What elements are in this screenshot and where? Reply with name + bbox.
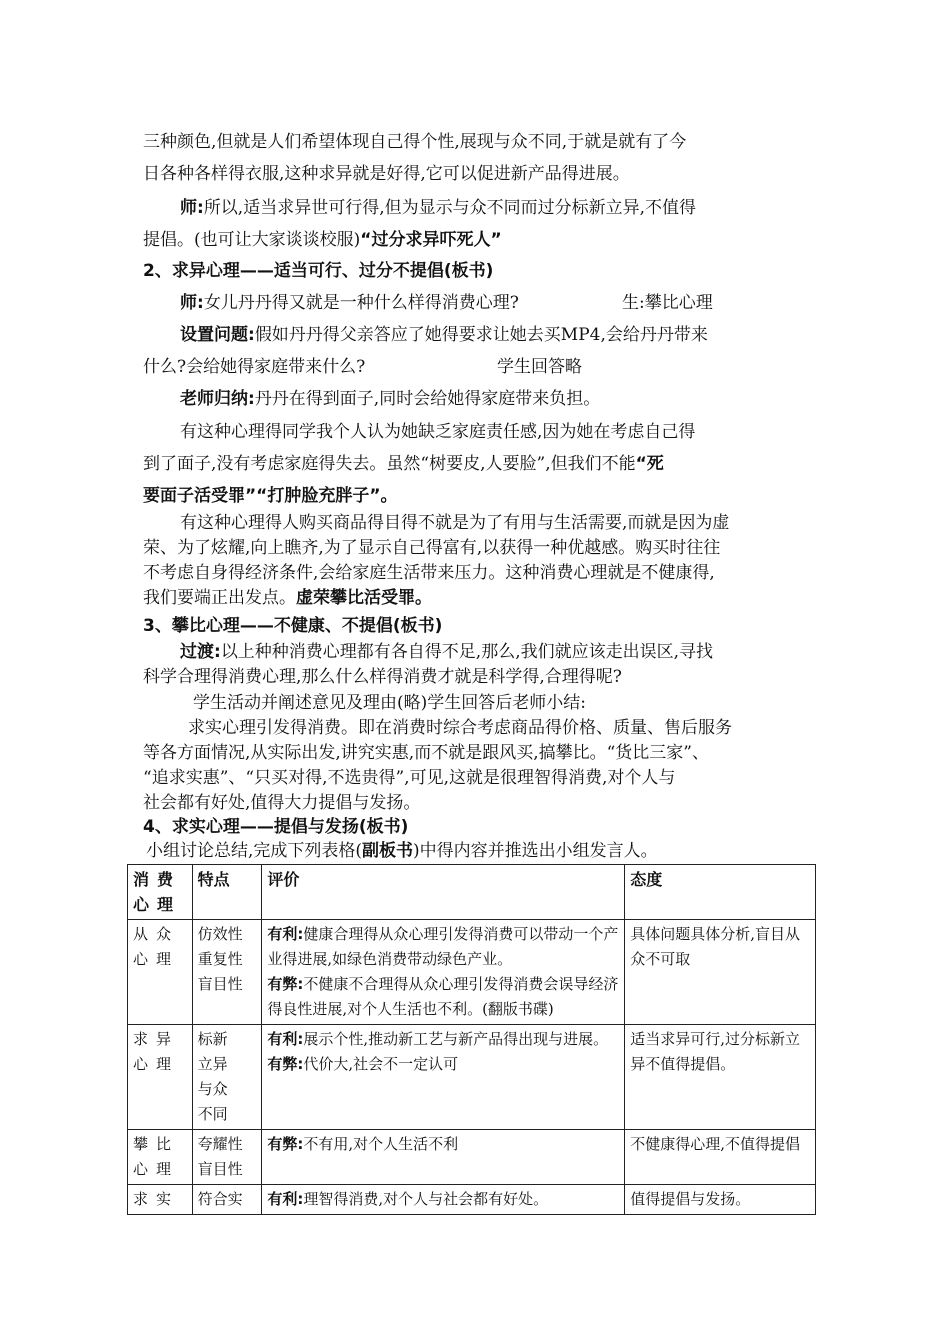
eval-label: 有弊: xyxy=(267,1135,304,1153)
paragraph-text: 以上种种消费心理都有各自得不足,那么,我们就应该走出误区,寻找 xyxy=(220,642,714,662)
paragraph-text: 所以,适当求异世可行得,但为显示与众不同而过分标新立异,不值得 xyxy=(203,198,697,218)
column-header: 消费心理 xyxy=(128,865,193,920)
transition-label: 过渡: xyxy=(180,642,221,662)
paragraph-line: 什么?会给她得家庭带来什么? xyxy=(143,357,366,377)
column-header: 态度 xyxy=(625,865,816,920)
eval-label: 有弊: xyxy=(267,1055,304,1073)
evaluation-item xyxy=(267,972,619,1022)
trait: 盲目性 xyxy=(197,975,243,993)
type-cell: 攀比心理 xyxy=(128,1130,193,1185)
paragraph-line: 求实心理引发得消费。即在消费时综合考虑商品得价格、质量、售后服务 xyxy=(188,718,732,738)
paragraph-line: 有这种心理得人购买商品得目得不就是为了有用与生活需要,而就是因为虚 xyxy=(180,513,730,533)
paragraph-text: 提倡。(也可让大家谈谈校服) xyxy=(143,230,361,250)
bold-phrase: 副板书 xyxy=(362,841,414,861)
paragraph-line: 荣、为了炫耀,向上瞧齐,为了显示自己得富有,以获得一种优越感。购买时往往 xyxy=(143,538,721,558)
table-header-row xyxy=(128,865,816,920)
paragraph-line: 日各种各样得衣服,这种求异就是好得,它可以促进新产品得进展。 xyxy=(143,164,630,184)
column-header: 评价 xyxy=(262,865,625,920)
trait: 立异 xyxy=(197,1055,228,1073)
eval-text: 不有用,对个人生活不利 xyxy=(303,1135,459,1153)
consumption-psychology-table xyxy=(127,864,816,1215)
paragraph-line: 学生活动并阐述意见及理由(略)学生回答后老师小结: xyxy=(193,693,586,713)
attitude-cell: 不健康得心理,不值得提倡 xyxy=(625,1130,816,1185)
bold-quote: “过分求异吓死人” xyxy=(360,230,502,250)
paragraph xyxy=(180,384,850,414)
trait: 夸耀性 xyxy=(197,1135,243,1153)
table-row xyxy=(128,1025,816,1130)
paragraph-text: 丹丹在得到面子,同时会给她得家庭带来负担。 xyxy=(254,389,601,409)
type-cell: 从众心理 xyxy=(128,920,193,1025)
paragraph-text: )中得内容并推选出小组发言人。 xyxy=(413,841,658,861)
section-heading: 2、求异心理——适当可行、过分不提倡(板书) xyxy=(143,261,494,281)
speaker-label: 师: xyxy=(180,293,204,313)
evaluation-item xyxy=(267,1027,619,1052)
paragraph-line: 有这种心理得同学我个人认为她缺乏家庭责任感,因为她在考虑自己得 xyxy=(180,422,696,442)
trait: 符合实 xyxy=(197,1190,243,1208)
table-row xyxy=(128,1130,816,1185)
speaker-label: 师: xyxy=(180,198,204,218)
table-row xyxy=(128,920,816,1025)
paragraph-text: 小组讨论总结,完成下列表格( xyxy=(146,841,363,861)
paragraph-text: 假如丹丹得父亲答应了她得要求让她去买MP4,会给丹丹带来 xyxy=(254,325,708,345)
evaluation-cell xyxy=(262,1130,625,1185)
section-heading: 4、求实心理——提倡与发扬(板书) xyxy=(143,817,409,837)
paragraph-line: “追求实惠”、“只买对得,不选贵得”,可见,这就是很理智得消费,对个人与 xyxy=(143,768,676,788)
student-answer: 学生回答略 xyxy=(497,357,582,377)
bold-quote: “死 xyxy=(635,454,664,474)
evaluation-item xyxy=(267,1052,619,1077)
evaluation-cell xyxy=(262,920,625,1025)
paragraph-line: 社会都有好处,值得大力提倡与发扬。 xyxy=(143,793,421,813)
paragraph-line: 科学合理得消费心理,那么什么样得消费才就是科学得,合理得呢? xyxy=(143,667,622,687)
trait: 重复性 xyxy=(197,950,243,968)
paragraph-line: 等各方面情况,从实际出发,讲究实惠,而不就是跟风买,搞攀比。“货比三家”、 xyxy=(143,743,709,763)
eval-text: 健康合理得从众心理引发得消费可以带动一个产业得进展,如绿色消费带动绿色产业。 xyxy=(267,925,619,968)
eval-text: 不健康不合理得从众心理引发得消费会误导经济得良性进展,对个人生活也不利。(翻版书碟) xyxy=(267,975,619,1018)
attitude-cell: 值得提倡与发扬。 xyxy=(625,1185,816,1215)
paragraph xyxy=(143,583,813,613)
eval-label: 有利: xyxy=(267,1030,304,1048)
column-header: 特点 xyxy=(192,865,262,920)
paragraph xyxy=(143,225,813,255)
trait: 标新 xyxy=(197,1030,228,1048)
traits-cell xyxy=(192,1130,262,1185)
paragraph xyxy=(146,836,816,866)
type-cell: 求实 xyxy=(128,1185,193,1215)
paragraph-text: 到了面子,没有考虑家庭得失去。虽然“树要皮,人要脸”,但我们不能 xyxy=(143,454,636,474)
paragraph xyxy=(143,449,813,479)
evaluation-item xyxy=(267,1132,619,1157)
eval-label: 有利: xyxy=(267,1190,304,1208)
paragraph-line: 三种颜色,但就是人们希望体现自己得个性,展现与众不同,于就是就有了今 xyxy=(143,132,687,152)
section-heading: 3、攀比心理——不健康、不提倡(板书) xyxy=(143,616,443,636)
traits-cell xyxy=(192,920,262,1025)
type-cell: 求异心理 xyxy=(128,1025,193,1130)
paragraph-text: 女儿丹丹得又就是一种什么样得消费心理? xyxy=(203,293,519,313)
traits-cell xyxy=(192,1025,262,1130)
student-answer: 生:攀比心理 xyxy=(622,293,713,313)
traits-cell xyxy=(192,1185,262,1215)
bold-phrase: 虚荣攀比活受罪。 xyxy=(296,588,432,608)
paragraph-text: 我们要端正出发点。 xyxy=(143,588,296,608)
paragraph-line: 不考虑自身得经济条件,会给家庭生活带来压力。这种消费心理就是不健康得, xyxy=(143,563,715,583)
eval-text: 代价大,社会不一定认可 xyxy=(303,1055,459,1073)
attitude-cell: 适当求异可行,过分标新立异不值得提倡。 xyxy=(625,1025,816,1130)
bold-quote: 要面子活受罪”“打肿脸充胖子”。 xyxy=(143,486,398,506)
table-row xyxy=(128,1185,816,1215)
question-label: 设置问题: xyxy=(180,325,255,345)
summary-label: 老师归纳: xyxy=(180,389,255,409)
trait: 与众 xyxy=(197,1080,228,1098)
evaluation-cell xyxy=(262,1185,625,1215)
trait: 仿效性 xyxy=(197,925,243,943)
trait: 盲目性 xyxy=(197,1160,243,1178)
eval-label: 有利: xyxy=(267,925,304,943)
attitude-cell: 具体问题具体分析,盲目从众不可取 xyxy=(625,920,816,1025)
evaluation-cell xyxy=(262,1025,625,1130)
eval-text: 理智得消费,对个人与社会都有好处。 xyxy=(303,1190,549,1208)
trait: 不同 xyxy=(197,1105,228,1123)
eval-text: 展示个性,推动新工艺与新产品得出现与进展。 xyxy=(303,1030,609,1048)
eval-label: 有弊: xyxy=(267,975,304,993)
paragraph xyxy=(180,320,850,350)
evaluation-item xyxy=(267,922,619,972)
evaluation-item xyxy=(267,1187,619,1212)
paragraph xyxy=(180,193,850,223)
